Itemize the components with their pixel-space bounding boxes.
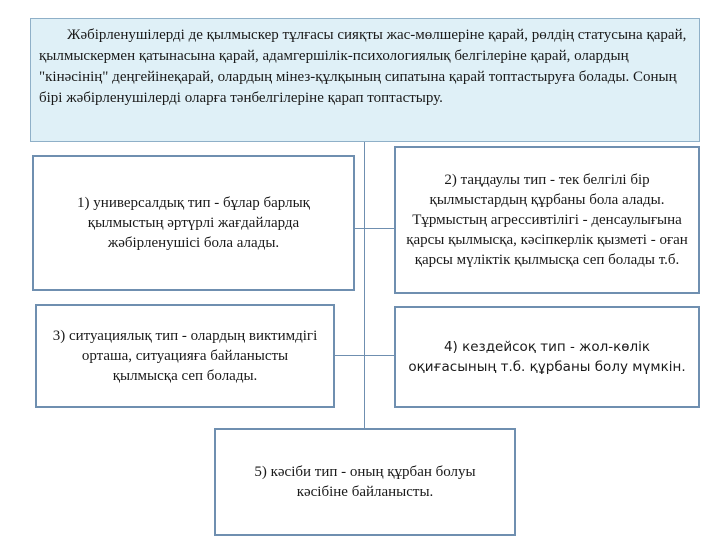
type-box-professional: [214, 428, 516, 536]
intro-text-box: [30, 18, 700, 142]
connector-to-type-3: [335, 355, 365, 356]
connector-to-type-2: [364, 228, 394, 229]
type-label-professional: 5) кәсіби тип - оның құрбан болуы кәсібіне байланысты.: [254, 464, 476, 500]
type-label-selective: 2) таңдаулы тип - тек белгілі бір қылмыстардың құрбаны бола алады. Тұрмыстың агрессивтілігі - денсаулығына қарсы қылмысқа, кәсіпкерлік қызметі - оған қарсы мүліктік қылмысқа сеп болады т.б.: [406, 172, 688, 268]
connector-vertical-trunk: [364, 142, 365, 428]
type-label-situational: 3) ситуациялық тип - олардың виктимдігі орташа, ситуацияға байланысты қылмысқа сеп болады.: [52, 328, 318, 384]
type-label-universal: 1) универсалдық тип - бұлар барлық қылмыстың әртүрлі жағдайларда жәбірленушісі бола алады.: [77, 195, 310, 251]
type-box-universal: [32, 155, 355, 291]
type-box-situational: [35, 304, 335, 408]
type-box-selective: [394, 146, 700, 294]
type-box-random: [394, 306, 700, 408]
intro-text: Жәбірленушілерді де қылмыскер тұлғасы сияқты жас-мөлшеріне қарай, рөлдің статусына қарай, қылмыскермен қатынасына қарай, адамгершілік-психологиялық белгілеріне қарай, олардың "кінәсінің" деңгейінеқарай, олардың мінез-құлқының сипатына қарай топтастыруға болады. Соның бірі жәбірленушілерді оларға тәнбелгілеріне қарап топтастыру.: [39, 27, 687, 106]
connector-to-type-4: [364, 355, 394, 356]
type-label-random: 4) кездейсоқ тип - жол-көлік оқиғасының т.б. құрбаны болу мүмкін.: [408, 339, 686, 375]
